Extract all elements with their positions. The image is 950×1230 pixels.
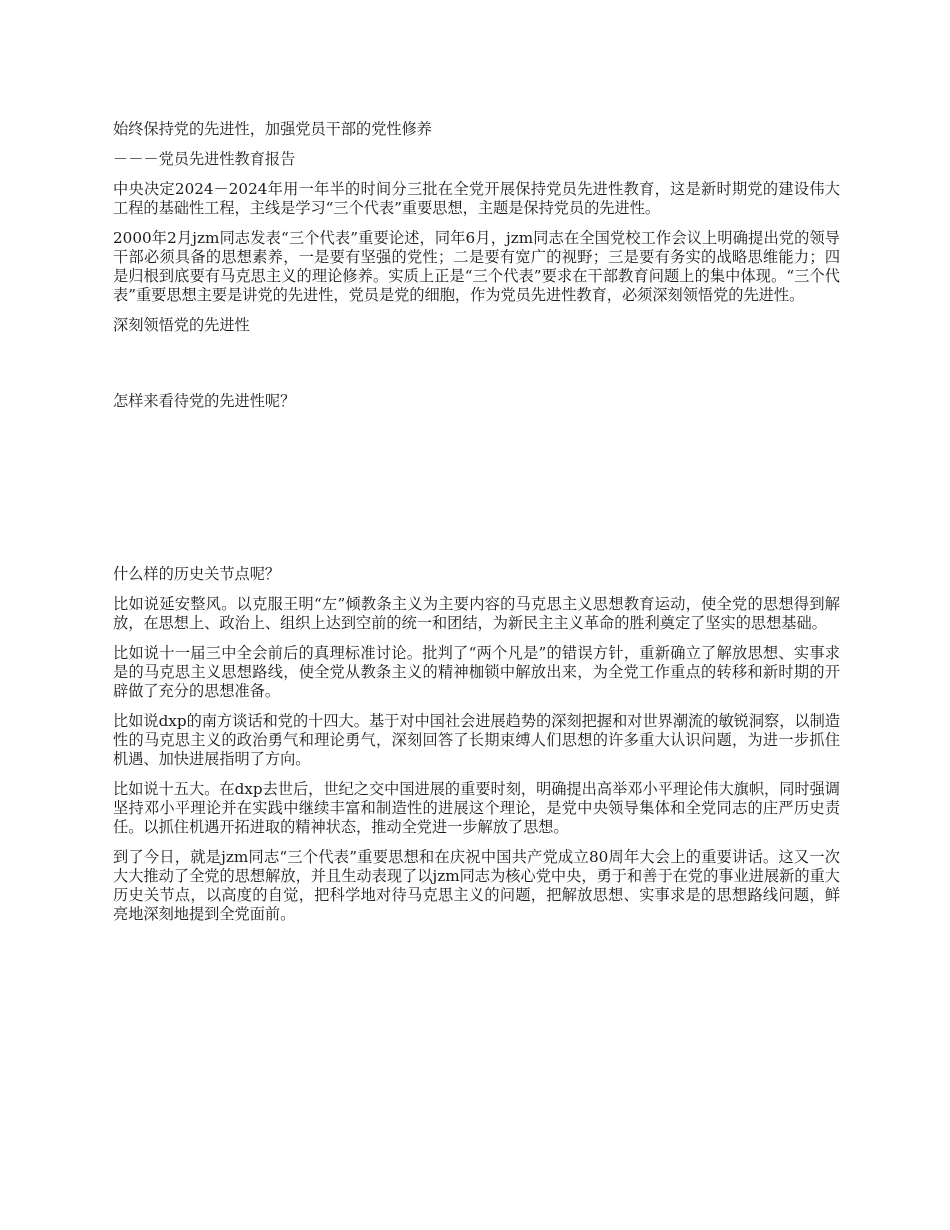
paragraph-intro: 中央决定2024－2024年用一年半的时间分三批在全党开展保持党员先进性教育，这是新时期党的建设伟大工程的基础性工程，主线是学习“三个代表”重要思想，主题是保持党员的先进性。	[113, 180, 840, 217]
document-subtitle: －－－党员先进性教育报告	[113, 150, 296, 168]
paragraph-plenum: 比如说十一届三中全会前后的真理标准讨论。批判了“两个凡是”的错误方针，重新确立了解放思想、实事求是的马克思主义思想路线，使全党从教条主义的精神枷锁中解放出来，为全党工作重点的转移和新时期的开辟做了充分的思想准备。	[113, 644, 840, 700]
paragraph-yanan: 比如说延安整风。以克服王明“左”倾教条主义为主要内容的马克思主义思想教育运动，使全党的思想得到解放，在思想上、政治上、组织上达到空前的统一和团结，为新民主主义革命的胜利奠定了坚实的思想基础。	[113, 595, 840, 632]
document-title: 始终保持党的先进性，加强党员干部的党性修养	[113, 120, 432, 138]
paragraph-southern-tour: 比如说dxp的南方谈话和党的十四大。基于对中国社会进展趋势的深刻把握和对世界潮流的敏锐洞察，以制造性的马克思主义的政治勇气和理论勇气，深刻回答了长期束缚人们思想的许多重大认识问题，为进一步抓住机遇、加快进展指明了方向。	[113, 712, 840, 768]
blank-spacer	[113, 346, 840, 392]
paragraph-fifteenth-congress: 比如说十五大。在dxp去世后，世纪之交中国进展的重要时刻，明确提出高举邓小平理论伟大旗帜，同时强调坚持邓小平理论并在实践中继续丰富和制造性的进展这个理论，是党中央领导集体和全党同志的庄严历史责任。以抓住机遇开拓进取的精神状态，推动全党进一步解放了思想。	[113, 780, 840, 836]
question-how: 怎样来看待党的先进性呢？	[113, 392, 296, 410]
question-which-juncture: 什么样的历史关节点呢？	[113, 565, 281, 583]
paragraph-today: 到了今日，就是jzm同志“三个代表”重要思想和在庆祝中国共产党成立80周年大会上的重要讲话。这又一次大大推动了全党的思想解放，并且生动表现了以jzm同志为核心党中央，勇于和善于在党的事业进展新的重大历史关节点，以高度的自觉，把科学地对待马克思主义的问题，把解放思想、实事求是的思想路线问题，鲜亮地深刻地提到全党面前。	[113, 848, 840, 923]
blank-spacer-large	[113, 422, 840, 565]
heading-understand-advancement: 深刻领悟党的先进性	[113, 316, 250, 334]
document-page	[113, 120, 840, 935]
paragraph-2000: 2000年2月jzm同志发表“三个代表”重要论述，同年6月，jzm同志在全国党校工作会议上明确提出党的领导干部必须具备的思想素养，一是要有坚强的党性；二是要有宽广的视野；三是要有务实的战略思维能力；四是归根到底要有马克思主义的理论修养。实质上正是“三个代表”要求在干部教育问题上的集中体现。“三个代表”重要思想主要是讲党的先进性，党员是党的细胞，作为党员先进性教育，必须深刻领悟党的先进性。	[113, 229, 840, 304]
